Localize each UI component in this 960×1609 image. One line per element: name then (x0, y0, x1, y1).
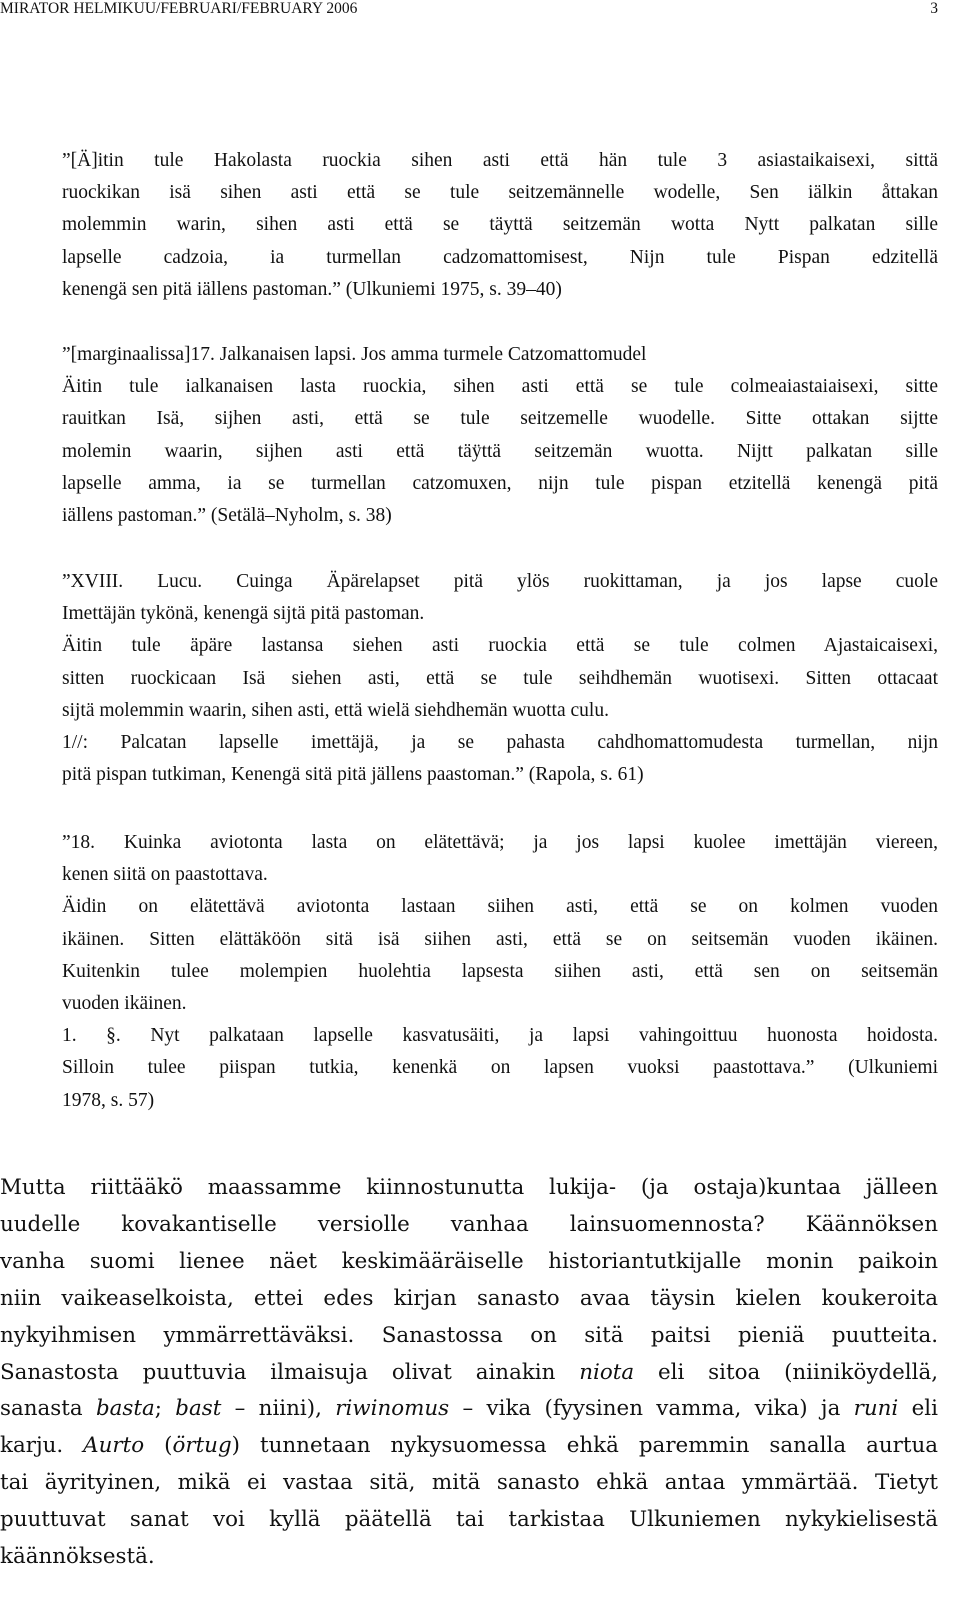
body-text-fragment: eli (898, 1396, 938, 1422)
term-niota: niota (579, 1359, 635, 1385)
term-riwinomus: riwinomus (335, 1396, 450, 1422)
body-line: uudelle kovakantiselle versiolle vanhaa lainsuomennosta? Käännöksen (0, 1211, 938, 1237)
quote-line: ikäinen. Sitten elättäköön sitä isä siihen asti, että se on seitsemän vuoden ikäinen. (62, 928, 938, 950)
body-text-fragment: ( (144, 1433, 173, 1459)
body-line: nykyihmisen ymmärrettäväksi. Sanastossa on sitä paitsi pieniä puutteita. (0, 1322, 938, 1348)
term-runi: runi (853, 1396, 899, 1422)
quote-line: sitten ruockicaan Isä siehen asti, että se tule seihdhemän wuotisexi. Sitten ottacaat (62, 667, 938, 689)
quote-line: molemmin warin, sihen asti että se täyttä seitzemän wotta Nytt palkatan sille (62, 214, 938, 236)
term-ortug: örtug (172, 1433, 232, 1459)
quote-rapola (62, 566, 938, 791)
body-line: niin vaikeaselkoista, ettei edes kirjan sanasto avaa täysin kielen koukeroita (0, 1285, 938, 1311)
quote-line: vuoden ikäinen. (62, 993, 187, 1015)
quote-line: Äitin tule äpäre lastansa siehen asti ruockia että se tule colmen Ajastaicaisexi, (62, 635, 938, 657)
body-text-fragment: – vika (fyysinen vamma, vika) ja (449, 1396, 854, 1422)
quote-line: Äitin tule ialkanaisen lasta ruockia, sihen asti että se tule colmeaiastaiaisexi, sitte (62, 376, 938, 398)
page-number: 3 (930, 0, 938, 17)
quote-line: ”[marginaalissa]17. Jalkanaisen lapsi. Jos amma turmele Catzomattomudel (62, 344, 647, 365)
body-text-fragment: – niini), (221, 1396, 336, 1422)
body-paragraph (0, 1170, 938, 1576)
quote-line: Imettäjän tykönä, kenengä sijtä pitä pastoman. (62, 603, 425, 625)
quote-setala-nyholm (62, 339, 938, 532)
quote-line: kenengä sen pitä iällens pastoman.” (Ulkuniemi 1975, s. 39–40) (62, 278, 562, 300)
quote-line: ”18. Kuinka aviotonta lasta on elätettävä; ja jos lapsi kuolee imettäjän viereen, (62, 832, 938, 853)
quote-line: iällens pastoman.” (Setälä–Nyholm, s. 38) (62, 505, 392, 527)
quote-line: lapselle amma, ia se turmellan catzomuxen, nijn tule pispan etzitellä kenengä pitä (62, 472, 938, 494)
quote-line: ”XVIII. Lucu. Cuinga Äpärelapset pitä ylös ruokittaman, ja jos lapse cuole (62, 571, 938, 592)
body-line: Mutta riittääkö maassamme kiinnostunutta lukija- (ja ostaja)kuntaa jälleen (0, 1175, 938, 1200)
quote-line: molemin waarin, sijhen asti että täÿttä seitzemän wuotta. Nijtt palkatan sille (62, 440, 938, 462)
running-header (0, 0, 938, 24)
journal-title: MIRATOR HELMIKUU/FEBRUARI/FEBRUARY 2006 (0, 0, 358, 17)
quote-line: Äidin on elätettävä aviotonta lastaan siihen asti, että se on kolmen vuoden (62, 896, 938, 918)
body-text-fragment: ; (154, 1396, 176, 1422)
quote-line: pitä pispan tutkiman, Kenengä sitä pitä jällens paastoman.” (Rapola, s. 61) (62, 764, 644, 786)
body-text-fragment: ) tunnetaan nykysuomessa ehkä paremmin sanalla aurtua (231, 1433, 938, 1459)
body-line: tai äyrityinen, mikä ei vastaa sitä, mitä sanasto ehkä antaa ymmärtää. Tietyt (0, 1470, 938, 1496)
quote-line: 1. §. Nyt palkataan lapselle kasvatusäiti, ja lapsi vahingoittuu huonosta hoidosta. (62, 1025, 938, 1047)
body-line (0, 1355, 938, 1392)
body-line: puuttuvat sanat voi kyllä päätellä tai tarkistaa Ulkuniemen nykykielisestä (0, 1507, 938, 1533)
body-text-fragment: Sanastosta puuttuvia ilmaisuja olivat ainakin (0, 1359, 580, 1385)
quote-line: ”[Ä]itin tule Hakolasta ruockia sihen asti että hän tule 3 asiastaikaisexi, sittä (62, 150, 938, 171)
quote-line: sijtä molemmin waarin, sihen asti, että wielä siehdhemän wuotta culu. (62, 699, 609, 721)
body-line: käännöksestä. (0, 1544, 155, 1570)
term-basta: basta (95, 1396, 155, 1422)
body-line (0, 1391, 938, 1428)
quote-line: rauitkan Isä, sijhen asti, että se tule seitzemelle wuodelle. Sitte ottakan sijtte (62, 408, 938, 430)
body-text-fragment: eli sitoa (niiniköydellä, (634, 1359, 938, 1385)
quote-line: kenen siitä on paastottava. (62, 864, 268, 886)
quote-line: 1//: Palcatan lapselle imettäjä, ja se pahasta cahdhomattomudesta turmellan, nijn (62, 732, 938, 754)
quote-line: Silloin tulee piispan tutkia, kenenkä on lapsen vuoksi paastottava.” (Ulkuniemi (62, 1057, 938, 1079)
quote-ulkuniemi-1975 (62, 145, 938, 306)
quote-line: 1978, s. 57) (62, 1089, 155, 1111)
quote-ulkuniemi-1978 (62, 827, 938, 1117)
body-text-fragment: sanasta (0, 1396, 96, 1422)
quote-line: ruockikan isä sihen asti että se tule seitzemännelle wodelle, Sen iälkin åttakan (62, 182, 938, 204)
term-bast: bast (175, 1396, 222, 1422)
body-line (0, 1428, 938, 1465)
term-aurto: Aurto (83, 1433, 145, 1459)
body-text-fragment: karju. (0, 1433, 84, 1459)
quote-line: Kuitenkin tulee molempien huolehtia lapsesta siihen asti, että sen on seitsemän (62, 960, 938, 982)
quote-line: lapselle cadzoia, ia turmellan cadzomattomisest, Nijn tule Pispan edzitellä (62, 246, 938, 268)
body-line: vanha suomi lienee näet keskimääräiselle historiantutkijalle monin paikoin (0, 1248, 938, 1274)
